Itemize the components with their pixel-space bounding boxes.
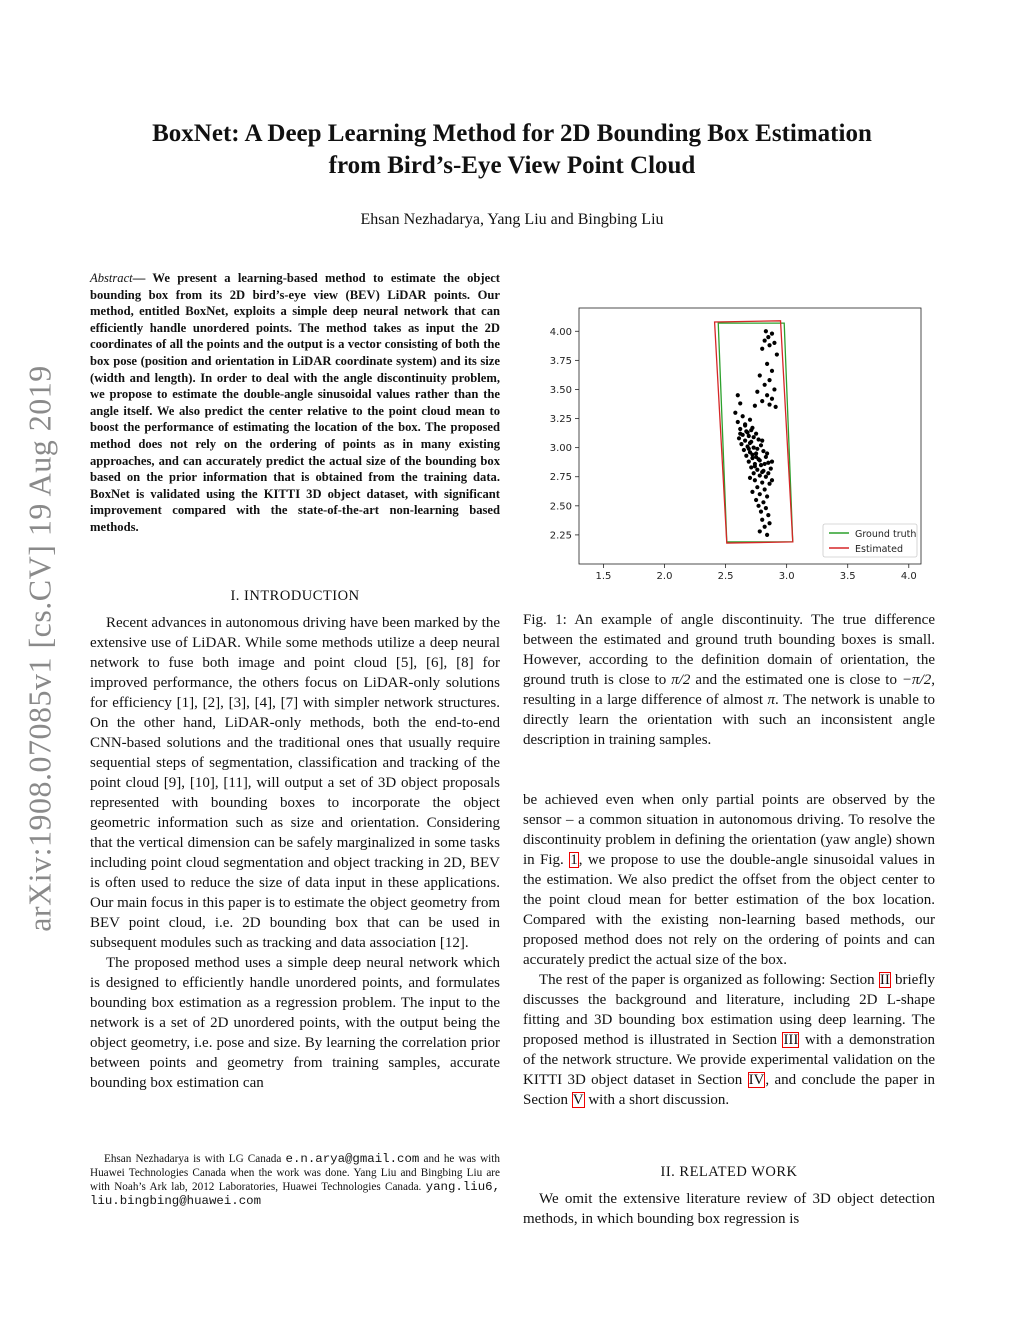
text-run: with a demonstration of the network structure. We provide experimental validation on the KITTI 3D object dataset in Section xyxy=(523,1032,935,1088)
lidar-point xyxy=(763,487,767,491)
lidar-point xyxy=(747,447,751,451)
lidar-point xyxy=(748,441,752,445)
lidar-point xyxy=(767,521,771,525)
lidar-point xyxy=(758,529,762,533)
lidar-point xyxy=(759,510,763,514)
section-heading-related-work: II. RELATED WORK xyxy=(660,1164,798,1180)
lidar-point xyxy=(766,513,770,517)
lidar-point xyxy=(765,494,769,498)
lidar-point xyxy=(749,465,753,469)
lidar-point xyxy=(737,436,741,440)
footnote-text-2: and he was with Huawei Technologies Canada when the work was done. Yang Liu and Bingbing Liu are with Noah’s Ark lab, 2012 Laboratories, Huawei Technologies Canada. xyxy=(90,1153,500,1193)
lidar-point xyxy=(738,401,742,405)
title-line-1: BoxNet: A Deep Learning Method for 2D Bounding Box Estimation xyxy=(152,120,872,147)
lidar-point xyxy=(763,338,767,342)
lidar-point xyxy=(752,446,756,450)
x-tick-label: 2.0 xyxy=(656,571,673,582)
introduction-continued xyxy=(523,790,935,1110)
lidar-point xyxy=(758,473,762,477)
link-section-iv[interactable]: IV xyxy=(748,1072,765,1088)
lidar-point xyxy=(763,525,767,529)
lidar-point xyxy=(764,475,768,479)
lidar-point xyxy=(767,482,771,486)
lidar-point xyxy=(770,478,774,482)
lidar-point xyxy=(739,442,743,446)
lidar-point xyxy=(767,378,771,382)
lidar-point xyxy=(770,460,774,464)
lidar-point xyxy=(743,439,747,443)
y-tick-label: 2.75 xyxy=(549,472,572,484)
legend-ground-truth-label: Ground truth xyxy=(855,529,917,540)
lidar-point xyxy=(764,329,768,333)
lidar-point xyxy=(753,404,757,408)
lidar-point xyxy=(738,427,742,431)
related-work-body xyxy=(523,1189,935,1229)
legend-estimated-label: Estimated xyxy=(855,544,903,555)
y-tick-label: 3.50 xyxy=(549,384,572,396)
lidar-point xyxy=(754,498,758,502)
lidar-point xyxy=(749,428,753,432)
lidar-point xyxy=(765,451,769,455)
caption-part: , resulting in a large difference of almost xyxy=(523,672,935,708)
figure-1-scatter-plot xyxy=(526,298,936,588)
lidar-point xyxy=(748,476,752,480)
abstract-label: Abstract xyxy=(90,271,133,285)
lidar-point xyxy=(772,341,776,345)
link-fig-1[interactable]: 1 xyxy=(570,852,578,868)
section-heading-introduction: I. INTRODUCTION xyxy=(230,588,360,604)
legend xyxy=(823,524,917,557)
lidar-point xyxy=(770,369,774,373)
text-run: The rest of the paper is organized as following: Section xyxy=(539,972,879,988)
text-run: be achieved even when only partial points are observed by the sensor – a common situation in autonomous driving. To resolve the discontinuity problem in defining the orientation (yaw angle) shown in Fig. xyxy=(523,792,935,868)
lidar-point xyxy=(760,399,764,403)
lidar-point xyxy=(760,347,764,351)
paper-title xyxy=(60,118,964,182)
lidar-point xyxy=(755,390,759,394)
lidar-point xyxy=(752,471,756,475)
lidar-point xyxy=(765,362,769,366)
footnote-text-1: Ehsan Nezhadarya is with LG Canada xyxy=(104,1153,282,1165)
lidar-point xyxy=(765,393,769,397)
lidar-point xyxy=(754,432,758,436)
lidar-point xyxy=(738,432,742,436)
caption-math-pi-over-2: π/2 xyxy=(671,672,691,688)
caption-part: and the estimated one is close to xyxy=(690,672,902,688)
x-tick-label: 3.5 xyxy=(839,571,856,582)
intro-paragraph-1: Recent advances in autonomous driving have been marked by the extensive use of LiDAR. While some methods utilize a deep neural network to fuse both image and point cloud [5], [6], [8] for improved performance, the others focus on LiDAR-only solutions for efficiency [1], [2], [3], [4], [7] with simpler network structures. On the other hand, LiDAR-only methods, both the end-to-end CNN-based solutions and the traditional ones that usually require sequential steps of segmentation, classification and tracking of the point cloud [9], [10], [11], will output a set of 3D object proposals represented with bounding boxes to incorporate the object geometric information such as size and orientation. Considering that the vertical dimension can be safely marginalized in some tasks including point cloud segmentation and object tracking in 2D, BEV is often used to reduce the size of data input in these applications. Our main focus in this paper is to estimate the object geometry from BEV point cloud, i.e. 2D bounding box that can be used in subsequent modules such as tracking and data association [12]. xyxy=(90,615,500,951)
lidar-point xyxy=(736,393,740,397)
lidar-point xyxy=(774,405,778,409)
right-paragraph-1 xyxy=(523,790,935,970)
link-section-iii[interactable]: III xyxy=(783,1032,799,1048)
lidar-point xyxy=(767,402,771,406)
lidar-point xyxy=(767,343,771,347)
caption-part: . The network is unable to directly learn the orientation with such an inconsistent angle description in training samples. xyxy=(523,692,935,748)
x-tick-label: 3.0 xyxy=(778,571,795,582)
lidar-point xyxy=(763,462,767,466)
y-tick-label: 2.50 xyxy=(549,501,572,513)
y-tick-label: 4.00 xyxy=(549,326,572,338)
lidar-point xyxy=(770,397,774,401)
lidar-point xyxy=(759,443,763,447)
introduction-body xyxy=(90,613,500,1093)
lidar-point xyxy=(736,420,740,424)
caption-math-neg-pi-over-2: −π/2 xyxy=(901,672,932,688)
lidar-point xyxy=(756,504,760,508)
text-run: , and conclude the paper in Section xyxy=(523,1072,936,1108)
right-paragraph-2 xyxy=(523,970,935,1110)
lidar-point xyxy=(758,458,762,462)
lidar-point xyxy=(763,383,767,387)
lidar-point xyxy=(755,485,759,489)
lidar-point xyxy=(752,435,756,439)
link-section-v[interactable]: V xyxy=(572,1092,584,1108)
lidar-point xyxy=(769,466,773,470)
related-paragraph-1: We omit the extensive literature review of 3D object detection methods, in which bounding box regression is xyxy=(523,1191,935,1227)
y-tick-label: 2.25 xyxy=(549,530,572,542)
text-run: , we propose to use the double-angle sinusoidal values in the estimation. We also predict the offset from the object center to the point cloud mean for better estimation of the box location. Compared with the existing non-learning based methods, our proposed method does not rely on the ordering of points and can accurately predict the actual size of the box. xyxy=(523,852,935,968)
lidar-point xyxy=(755,447,759,451)
arxiv-stamp: arXiv:1908.07085v1 [cs.CV] 19 Aug 2019 xyxy=(21,365,58,932)
link-section-ii[interactable]: II xyxy=(879,972,890,988)
lidar-point xyxy=(766,461,770,465)
lidar-point xyxy=(733,411,737,415)
lidar-point xyxy=(760,470,764,474)
lidar-point xyxy=(741,414,745,418)
lidar-point xyxy=(764,506,768,510)
lidar-point xyxy=(750,453,754,457)
abstract xyxy=(90,270,500,536)
figure-1-caption xyxy=(523,610,935,750)
caption-part: Fig. 1: An example of angle discontinuity. The true difference between the estimated and ground truth bounding boxes is small. However, according to the definition domain of orientation, the ground truth is close to xyxy=(523,612,935,688)
lidar-point xyxy=(761,449,765,453)
lidar-point xyxy=(753,464,757,468)
lidar-point xyxy=(765,533,769,537)
x-tick-label: 1.5 xyxy=(595,571,612,582)
lidar-point xyxy=(775,352,779,356)
footnote-email-1[interactable]: e.n.arya@gmail.com xyxy=(285,1152,420,1166)
lidar-point xyxy=(750,490,754,494)
lidar-point xyxy=(744,454,748,458)
lidar-point xyxy=(745,430,749,434)
lidar-point xyxy=(761,500,765,504)
lidar-point xyxy=(760,518,764,522)
lidar-point xyxy=(755,468,759,472)
text-run: with a short discussion. xyxy=(584,1092,730,1108)
lidar-point xyxy=(766,335,770,339)
y-tick-label: 3.25 xyxy=(549,414,572,426)
caption-math-pi: π xyxy=(767,692,775,708)
lidar-point xyxy=(759,463,763,467)
lidar-point xyxy=(772,387,776,391)
x-tick-label: 2.5 xyxy=(717,571,734,582)
authors: Ehsan Nezhadarya, Yang Liu and Bingbing Liu xyxy=(360,211,664,228)
y-tick-label: 3.00 xyxy=(549,443,572,455)
lidar-point xyxy=(743,423,747,427)
lidar-point xyxy=(747,460,751,464)
title-line-2: from Bird’s-Eye View Point Cloud xyxy=(328,152,696,179)
abstract-text: — We present a learning-based method to estimate the object bounding box from its 2D bird’s-eye view (BEV) LiDAR points. Our method, entitled BoxNet, exploits a simple deep neural network that can efficiently handle unordered points. The method takes as input the 2D coordinates of all the points and the output is a vector consisting of both the box pose (position and orientation in LiDAR coordinate system) and its size (width and length). In order to deal with the angle discontinuity problem, we propose to estimate the double-angle sinusoidal values rather than the angle itself. We also predict the center relative to the point cloud mean to boost the performance of estimating the location of the box. The proposed method does not rely on the ordering of points as in many existing approaches, and can accurately predict the actual size of the bounding box based on the prior information that is obtained from the training data. BoxNet is validated using the KITTI 3D object dataset, with significant improvement compared with the state-of-the-art non-learning based methods. xyxy=(90,271,500,534)
intro-paragraph-2: The proposed method uses a simple deep neural network which is designed to efficiently handle unordered points, and formulates bounding box estimation as a regression problem. The input to the network is a set of 2D unordered points, with the output being the object geometry, i.e. pose and size. By learning the correlation prior between points and geometry from training samples, accurate bounding box estimation can xyxy=(90,955,500,1091)
lidar-point xyxy=(758,492,762,496)
lidar-point xyxy=(770,332,774,336)
lidar-point xyxy=(758,373,762,377)
x-tick-label: 4.0 xyxy=(900,571,917,582)
lidar-point xyxy=(760,439,764,443)
text-run: briefly discusses the background and literature, including 2D L-shape fitting and 3D bounding box estimation using deep learning. The proposed method is illustrated in Section xyxy=(523,972,935,1048)
lidar-point xyxy=(748,418,752,422)
footnote xyxy=(90,1152,500,1208)
y-tick-label: 3.75 xyxy=(549,355,572,367)
lidar-point xyxy=(742,448,746,452)
lidar-point xyxy=(756,437,760,441)
lidar-point xyxy=(766,471,770,475)
footnote-email-2[interactable]: yang.liu6, liu.bingbing@huawei.com xyxy=(90,1180,501,1208)
lidar-point xyxy=(753,478,757,482)
lidar-point xyxy=(754,455,758,459)
lidar-point xyxy=(760,480,764,484)
